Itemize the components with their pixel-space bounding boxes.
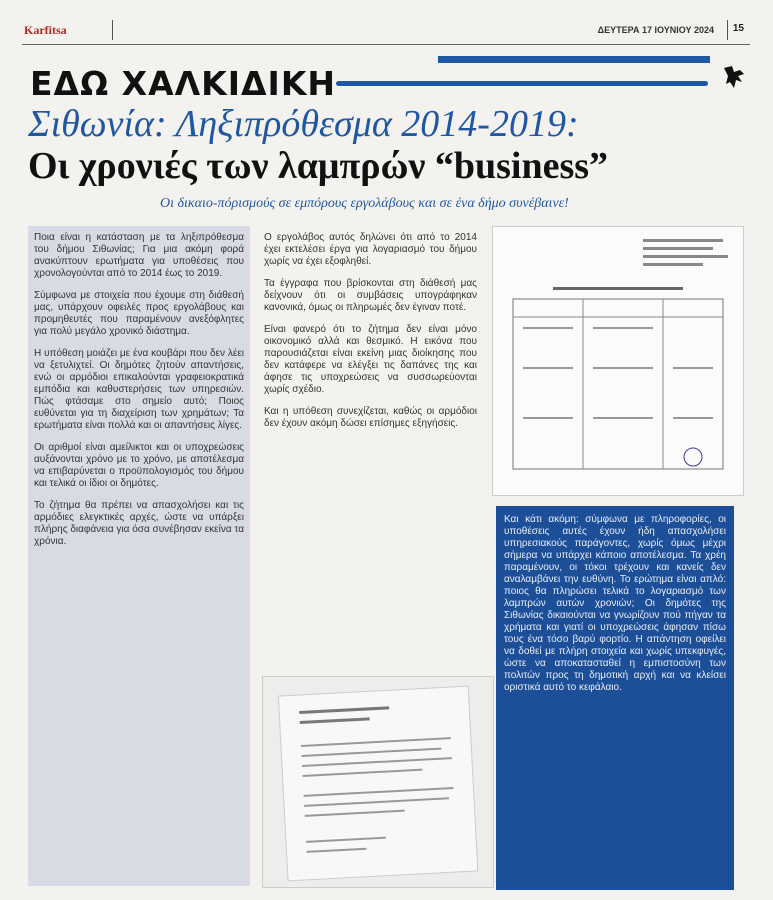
- paragraph: Είναι φανερό ότι το ζήτημα δεν είναι μόνο οικονομικό αλλά και θεσμικό. Η εικόνα που παρουσιάζεται είναι εκείνη μιας διοίκησης που δεν κατάφερε να ελέγξει τις δαπάνες της και άφησε τις υποχρεώσεις να συσσωρεύονται χωρίς σχέδιο.: [264, 324, 477, 395]
- chalkidiki-map-icon: [720, 64, 750, 92]
- header-divider: [112, 20, 113, 40]
- headline-subtitle: Οι δικαιο-πόρισμούς σε εμπόρους εργολάβους και σε ένα δήμο συνέβαινε!: [160, 196, 569, 211]
- document-scan-graphic: [493, 227, 743, 495]
- section-accent-bar: [438, 56, 710, 63]
- sidebar-text: Και κάτι ακόμη: σύμφωνα με πληροφορίες, οι υποθέσεις αυτές έχουν ήδη απασχολήσει υπηρεσιακούς παράγοντες, χωρίς όμως μέχρι σήμερα να υπάρχει κάποιο αποτέλεσμα. Τα χρέη παραμένουν, οι τόκοι τρέχουν και κανείς δεν αναλαμβάνει την ευθύνη. Το ερώτημα είναι απλό: ποιος θα πληρώσει τελικά το λογαριασμό των λαμπρών αυτών χρονιών; Οι δημότες της Σιθωνίας δικαιούνται να γνωρίζουν πού πήγαν τα χρήματα και γιατί οι υποχρεώσεις άφησαν πίσω τους ένα τόσο βαρύ φορτίο. Η απάντηση οφείλει να δοθεί με πλήρη στοιχεία και χωρίς υπεκφυγές, ώστε να αποκατασταθεί η εμπιστοσύνη των πολιτών προς τη δημοτική αρχή και να κλείσει οριστικά αυτό το κεφάλαιο.: [504, 514, 726, 693]
- scanned-document-image: [492, 226, 744, 496]
- section-rule: [336, 81, 708, 86]
- paragraph: Ποια είναι η κατάσταση με τα ληξιπρόθεσμα του δήμου Σιθωνίας; Για μια ακόμη φορά ανακύπτουν ερωτήματα για υποθέσεις που χρονολογούνται από το 2014 έως το 2019.: [34, 232, 244, 279]
- section-label: ΕΔΩ ΧΑΛΚΙΔΙΚΗ: [30, 64, 337, 103]
- header-divider: [727, 20, 728, 40]
- article-column-2: [258, 226, 483, 646]
- document-scan-graphic: [263, 677, 493, 887]
- paragraph: Τα έγγραφα που βρίσκονται στη διάθεσή μας δείχνουν ότι οι συμβάσεις υπογράφηκαν κανονικά, όμως οι πληρωμές δεν έγιναν ποτέ.: [264, 278, 477, 313]
- paragraph: Ο εργολάβος αυτός δηλώνει ότι από το 2014 έχει εκτελέσει έργα για λογαριασμό του δήμου χωρίς να έχει εξοφληθεί.: [264, 232, 477, 267]
- headline-line-2: Οι χρονιές των λαμπρών “business”: [28, 145, 609, 187]
- paragraph: Η υπόθεση μοιάζει με ένα κουβάρι που δεν λέει να ξετυλιχτεί. Οι δημότες ζητούν απαντήσεις, ενώ οι αρμόδιοι επικαλούνται γραφειοκρατικά εμπόδια και καθυστερήσεις των υπηρεσιών. Πώς φτάσαμε στο σημείο αυτό; Ποιος ευθύνεται για τη διαχείριση των χρημάτων; Τα ερωτήματα είναι πολλά και οι απαντήσεις λίγες.: [34, 348, 244, 431]
- headline-line-1: Σιθωνία: Ληξιπρόθεσμα 2014-2019:: [28, 103, 579, 145]
- scanned-document-image: [262, 676, 494, 888]
- issue-date: ΔΕΥΤΕΡΑ 17 ΙΟΥΝΙΟΥ 2024: [597, 25, 714, 35]
- highlight-sidebar-box: [496, 506, 734, 890]
- paragraph: Σύμφωνα με στοιχεία που έχουμε στη διάθεσή μας, υπάρχουν οφειλές προς εργολάβους και προμηθευτές που παραμένουν ανεξόφλητες για πολύ μεγάλο χρονικό διάστημα.: [34, 290, 244, 337]
- page-number: 15: [732, 23, 744, 34]
- page-header: [22, 18, 750, 45]
- paragraph: Και η υπόθεση συνεχίζεται, καθώς οι αρμόδιοι δεν έχουν ακόμη δώσει επίσημες εξηγήσεις.: [264, 406, 477, 429]
- article-column-1: [28, 226, 250, 886]
- paragraph: Το ζήτημα θα πρέπει να απασχολήσει και τις αρμόδιες ελεγκτικές αρχές, ώστε να υπάρξει πλήρης διαφάνεια για όσα συνέβησαν εκείνα τα χρόνια.: [34, 500, 244, 547]
- paragraph: Οι αριθμοί είναι αμείλικτοι και οι υποχρεώσεις αυξάνονται χρόνο με το χρόνο, με αποτέλεσμα να επιβαρύνεται ο προϋπολογισμός του δήμου και τελικά οι ίδιοι οι δημότες.: [34, 442, 244, 489]
- brand-logo: Karfitsa: [24, 23, 67, 37]
